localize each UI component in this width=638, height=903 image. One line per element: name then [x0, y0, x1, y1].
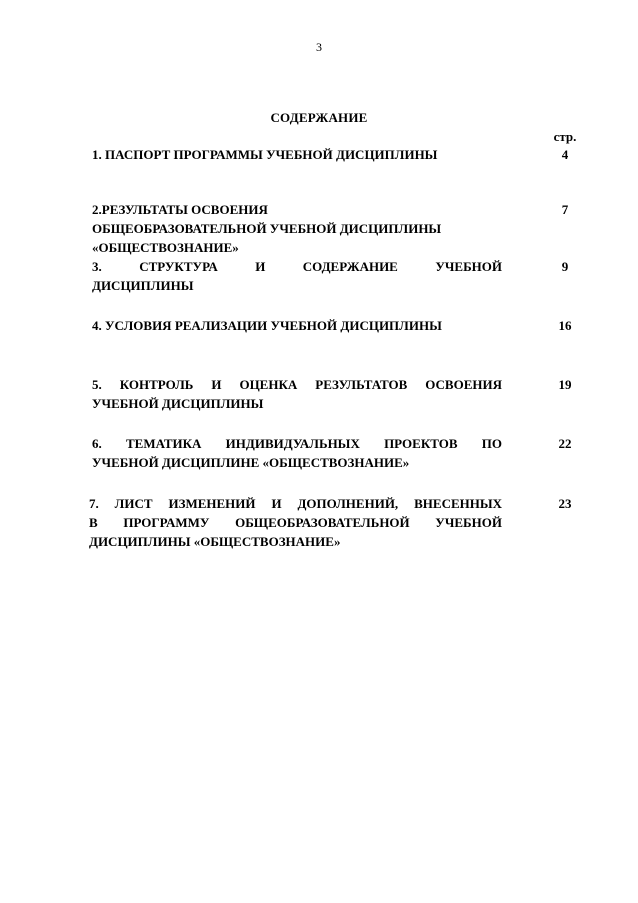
- toc-entry-line: УЧЕБНОЙ ДИСЦИПЛИНЫ: [92, 396, 264, 411]
- toc-entry-2[interactable]: [92, 200, 592, 257]
- toc-entry-page: 23: [558, 496, 572, 511]
- toc-entry-6[interactable]: [92, 434, 592, 472]
- toc-entry-page: 7: [561, 202, 569, 217]
- toc-entry-text: [92, 200, 502, 257]
- toc-entry-text: [92, 145, 502, 164]
- toc-entry-line: 7. ЛИСТ ИЗМЕНЕНИЙ И ДОПОЛНЕНИЙ, ВНЕСЕННЫХ: [89, 496, 502, 511]
- toc-title: СОДЕРЖАНИЕ: [270, 110, 368, 125]
- toc-entry-line: 3. СТРУКТУРА И СОДЕРЖАНИЕ УЧЕБНОЙ: [92, 259, 502, 274]
- toc-entry-text: [92, 434, 502, 472]
- toc-entry-text: [92, 257, 502, 295]
- toc-entry-line: УЧЕБНОЙ ДИСЦИПЛИНЕ «ОБЩЕСТВОЗНАНИЕ»: [92, 455, 410, 470]
- toc-entry-page: 19: [558, 377, 572, 392]
- toc-entry-line: 4. УСЛОВИЯ РЕАЛИЗАЦИИ УЧЕБНОЙ ДИСЦИПЛИНЫ: [92, 318, 442, 333]
- toc-entry-text: [92, 316, 502, 335]
- toc-entry-line: ДИСЦИПЛИНЫ «ОБЩЕСТВОЗНАНИЕ»: [89, 534, 341, 549]
- toc-entry-1[interactable]: [92, 145, 592, 164]
- toc-entry-line: 1. ПАСПОРТ ПРОГРАММЫ УЧЕБНОЙ ДИСЦИПЛИНЫ: [92, 147, 438, 162]
- toc-entry-3[interactable]: [92, 257, 592, 295]
- toc-entry-5[interactable]: [92, 375, 592, 413]
- toc-entry-line: «ОБЩЕСТВОЗНАНИЕ»: [92, 240, 239, 255]
- toc-entry-page: 16: [558, 318, 572, 333]
- toc-entry-text: [89, 494, 502, 551]
- toc-entry-line: ОБЩЕОБРАЗОВАТЕЛЬНОЙ УЧЕБНОЙ ДИСЦИПЛИНЫ: [92, 221, 442, 236]
- toc-entry-7[interactable]: [89, 494, 589, 551]
- toc-entry-line: 2.РЕЗУЛЬТАТЫ ОСВОЕНИЯ: [92, 202, 268, 217]
- page-column-header: стр.: [553, 129, 577, 144]
- toc-entry-line: ДИСЦИПЛИНЫ: [92, 278, 194, 293]
- toc-entry-text: [92, 375, 502, 413]
- toc-entry-page: 4: [561, 147, 569, 162]
- toc-entry-line: 6. ТЕМАТИКА ИНДИВИДУАЛЬНЫХ ПРОЕКТОВ ПО: [92, 436, 502, 451]
- toc-entry-page: 22: [558, 436, 572, 451]
- toc-entry-line: В ПРОГРАММУ ОБЩЕОБРАЗОВАТЕЛЬНОЙ УЧЕБНОЙ: [89, 515, 502, 530]
- page-number: 3: [316, 40, 322, 54]
- toc-entry-line: 5. КОНТРОЛЬ И ОЦЕНКА РЕЗУЛЬТАТОВ ОСВОЕНИЯ: [92, 377, 502, 392]
- toc-entry-page: 9: [561, 259, 569, 274]
- toc-entry-4[interactable]: [92, 316, 592, 335]
